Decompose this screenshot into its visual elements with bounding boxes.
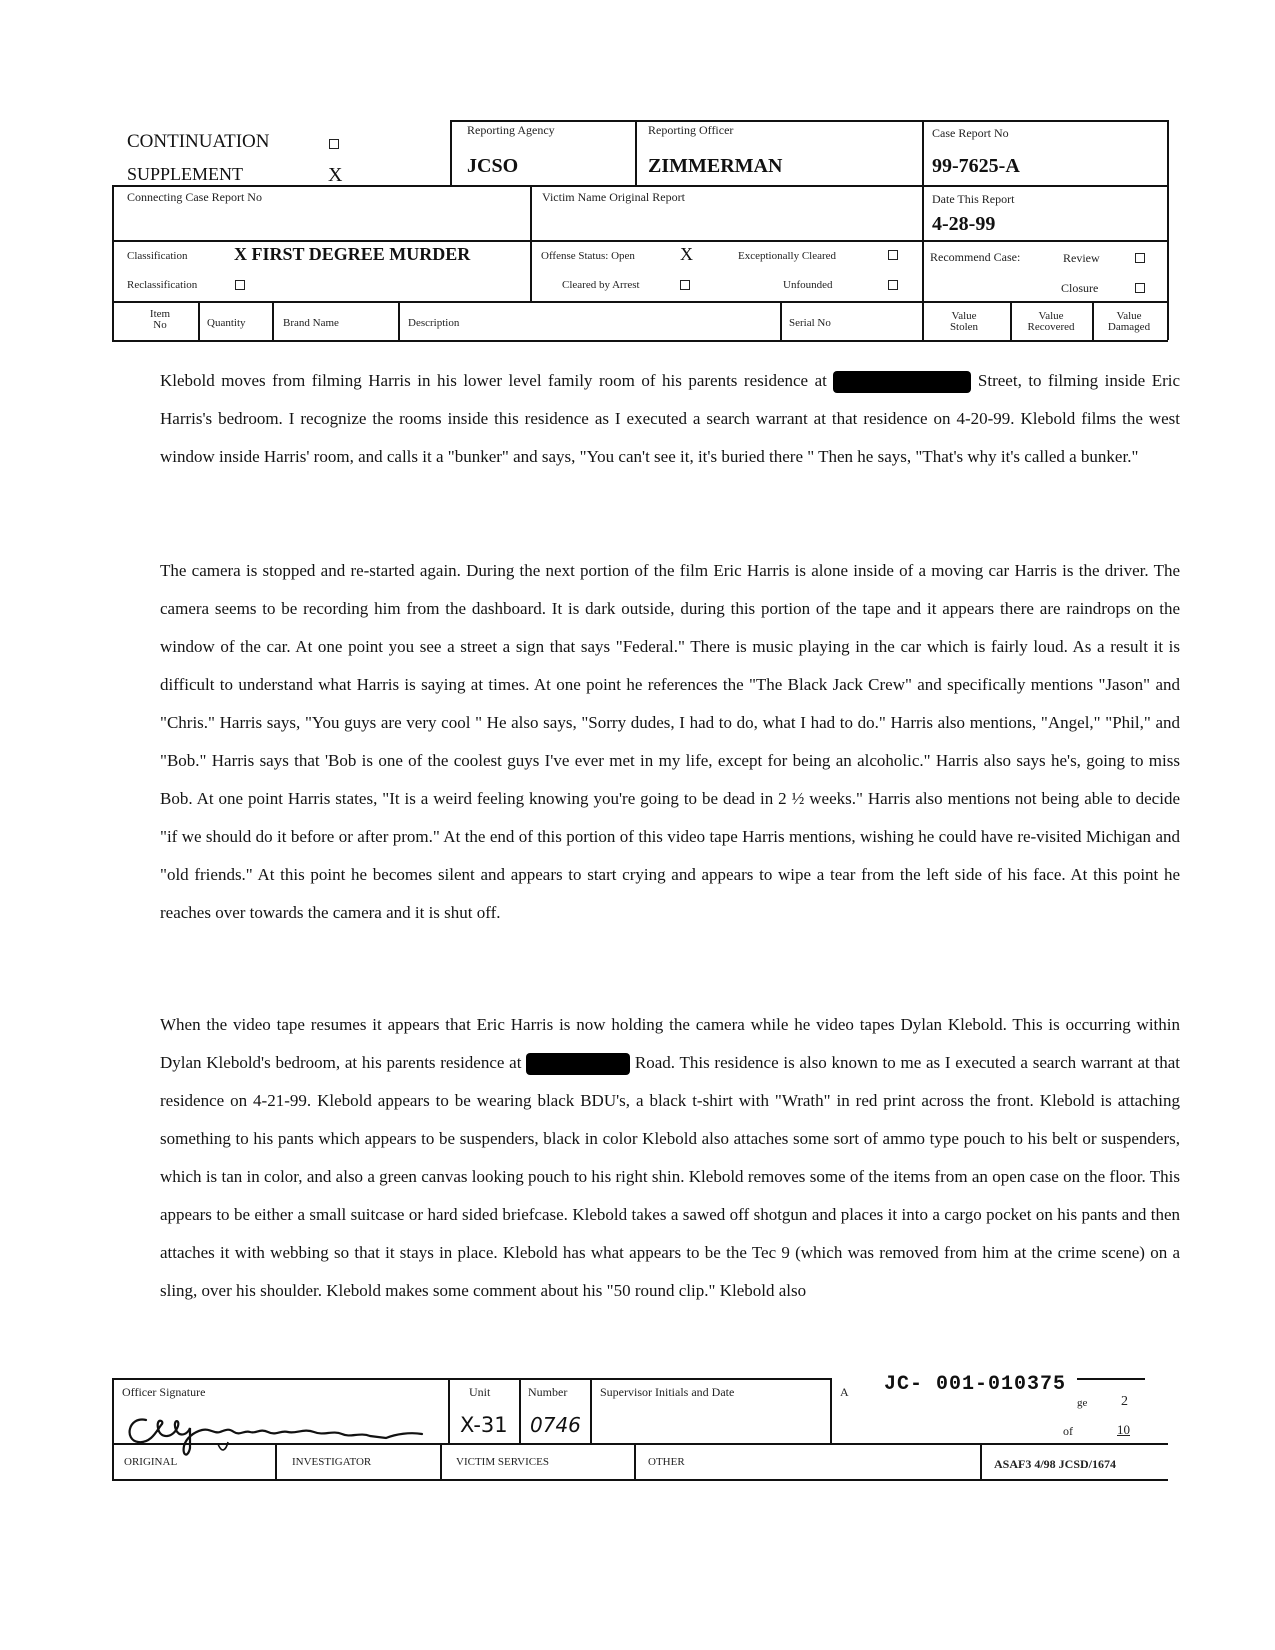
col-brand-name: Brand Name <box>283 317 339 329</box>
recommend-case-label: Recommend Case: <box>930 250 1021 264</box>
continuation-label: CONTINUATION <box>127 131 270 152</box>
col-item-no <box>140 309 180 331</box>
narrative-p1-rest: Street, to filming inside Eric Harris's bedroom. I recognize the rooms inside this residence as I executed a search warrant at that residence on 4-20-99. Klebold films the west window inside Harris' room, and calls it a "bunker" and says, "You can't see it, it's buried there " Then he says, "That's why it's called a bunker." <box>160 371 1181 466</box>
reporting-agency-value: JCSO <box>467 155 519 177</box>
review-label: Review <box>1063 251 1100 265</box>
narrative-paragraph-2 <box>160 552 1180 932</box>
unit-value: X-31 <box>460 1413 508 1437</box>
document-stamp: JC- 001-010375 <box>884 1373 1067 1396</box>
offense-status-label: Offense Status: Open <box>541 250 635 262</box>
unfounded-checkbox <box>888 280 898 290</box>
of-label: of <box>1063 1424 1073 1438</box>
officer-signature <box>118 1398 438 1462</box>
classification-value: X FIRST DEGREE MURDER <box>234 244 471 264</box>
closure-checkbox <box>1135 283 1145 293</box>
investigator-label: INVESTIGATOR <box>292 1456 372 1468</box>
reporting-officer-label: Reporting Officer <box>648 123 734 137</box>
connecting-case-label: Connecting Case Report No <box>127 190 262 204</box>
closure-label: Closure <box>1061 281 1099 295</box>
original-label: ORIGINAL <box>124 1456 178 1468</box>
number-value: 0746 <box>530 1413 581 1437</box>
unit-label: Unit <box>469 1385 491 1399</box>
narrative-paragraph-3 <box>160 1006 1180 1310</box>
col-value-damaged-line2: Damaged <box>1107 321 1151 333</box>
col-value-stolen-line2: Stolen <box>949 321 979 333</box>
col-value-recovered <box>1016 311 1086 333</box>
supplement-mark: X <box>328 164 343 186</box>
cleared-by-arrest-checkbox <box>680 280 690 290</box>
col-value-damaged-line1: Value <box>1116 310 1142 322</box>
a-label: A <box>840 1385 849 1399</box>
continuation-checkbox <box>329 139 339 149</box>
unfounded-label: Unfounded <box>783 279 833 291</box>
col-item-no-line1: Item <box>149 308 171 320</box>
form-id: ASAF3 4/98 JCSD/1674 <box>994 1457 1117 1471</box>
date-report-label: Date This Report <box>932 192 1015 206</box>
col-serial-no: Serial No <box>789 317 831 329</box>
case-report-value: 99-7625-A <box>932 155 1020 177</box>
col-item-no-line2: No <box>153 319 167 331</box>
narrative-p3-rest: Road. This residence is also known to me as I executed a search warrant at that residence on 4-21-99. Klebold appears to be wearing black BDU's, a black t-shirt with "Wrath" in red print across the front. Klebold is attaching something to his pants which appears to be suspenders, black in color Klebold also attaches some sort of ammo type pouch to his belt or suspenders, which is tan in color, and also a green canvas looking pouch to his right shin. Klebold removes some of the items from an open case on the floor. This appears to be either a small suitcase or hard sided briefcase. Klebold takes a sawed off shotgun and places it into a cargo pocket on his pants and then attaches it with webbing so that it stays in place. Klebold has what appears to be the Tec 9 (which was removed from him at the crime scene) on a sling, over his shoulder. Klebold makes some comment about his "50 round clip." Klebold also <box>160 1053 1180 1300</box>
victim-name-label: Victim Name Original Report <box>542 190 685 204</box>
narrative-p3-start: When the video tape resumes it appears that Eric Harris is now holding the camera while he video tapes Dylan Klebold. This is occurring within Dylan Klebold's bedroom, at his parents residence at <box>160 1015 1180 1072</box>
narrative-paragraph-1 <box>160 362 1180 476</box>
redaction-block <box>833 371 971 393</box>
col-value-damaged <box>1096 311 1162 333</box>
cleared-by-arrest-label: Cleared by Arrest <box>562 279 640 291</box>
number-label: Number <box>528 1385 568 1399</box>
page-value: 2 <box>1121 1394 1128 1409</box>
supervisor-label: Supervisor Initials and Date <box>600 1385 735 1399</box>
page-label: ge <box>1077 1397 1088 1409</box>
col-value-recovered-line1: Value <box>1038 310 1064 322</box>
col-value-stolen-line1: Value <box>951 310 977 322</box>
col-description: Description <box>408 317 460 329</box>
case-report-label: Case Report No <box>932 126 1009 140</box>
officer-signature-label: Officer Signature <box>122 1385 206 1399</box>
redaction-block <box>526 1053 630 1075</box>
col-value-recovered-line2: Recovered <box>1027 321 1075 333</box>
offense-status-mark: X <box>680 244 693 264</box>
narrative-p1-start: Klebold moves from filming Harris in his lower level family room of his parents residence at <box>160 371 827 390</box>
reclassification-checkbox <box>235 280 245 290</box>
reclassification-label: Reclassification <box>127 279 198 291</box>
exceptionally-cleared-checkbox <box>888 250 898 260</box>
narrative-p2: The camera is stopped and re-started again. During the next portion of the film Eric Harris is alone inside of a moving car Harris is the driver. The camera seems to be recording him from the dashboard. It is dark outside, during this portion of the tape and it appears there are raindrops on the window of the car. At one point you see a street a sign that says "Federal." There is music playing in the car which is fairly loud. As a result it is difficult to understand what Harris is saying at times. At one point he references the "The Black Jack Crew" and specifically mentions "Jason" and "Chris." Harris says, "You guys are very cool " He also says, "Sorry dudes, I had to do, what I had to do." Harris also mentions, "Angel," "Phil," and "Bob." Harris says that 'Bob is one of the coolest guys I've ever met in my life, except for being an alcoholic." Harris also says he's, going to miss Bob. At one point Harris states, "It is a weird feeling knowing you're going to be dead in 2 ½ weeks." Harris also mentions not being able to decide "if we should do it before or after prom." At the end of this portion of this video tape Harris mentions, wishing he could have re-visited Michigan and "old friends." At this point he becomes silent and appears to start crying and appears to wipe a tear from the left side of his face. At this point he reaches over towards the camera and it is shut off. <box>160 561 1180 922</box>
other-label: OTHER <box>648 1456 685 1468</box>
date-report-value: 4-28-99 <box>932 213 996 235</box>
col-quantity: Quantity <box>207 317 246 329</box>
reporting-officer-value: ZIMMERMAN <box>648 155 783 177</box>
review-checkbox <box>1135 253 1145 263</box>
exceptionally-cleared-label: Exceptionally Cleared <box>738 250 837 262</box>
classification-label: Classification <box>127 250 188 262</box>
victim-services-label: VICTIM SERVICES <box>456 1456 549 1468</box>
col-value-stolen <box>937 311 991 333</box>
of-value: 10 <box>1117 1422 1130 1437</box>
supplement-label: SUPPLEMENT <box>127 164 244 184</box>
reporting-agency-label: Reporting Agency <box>467 123 555 137</box>
